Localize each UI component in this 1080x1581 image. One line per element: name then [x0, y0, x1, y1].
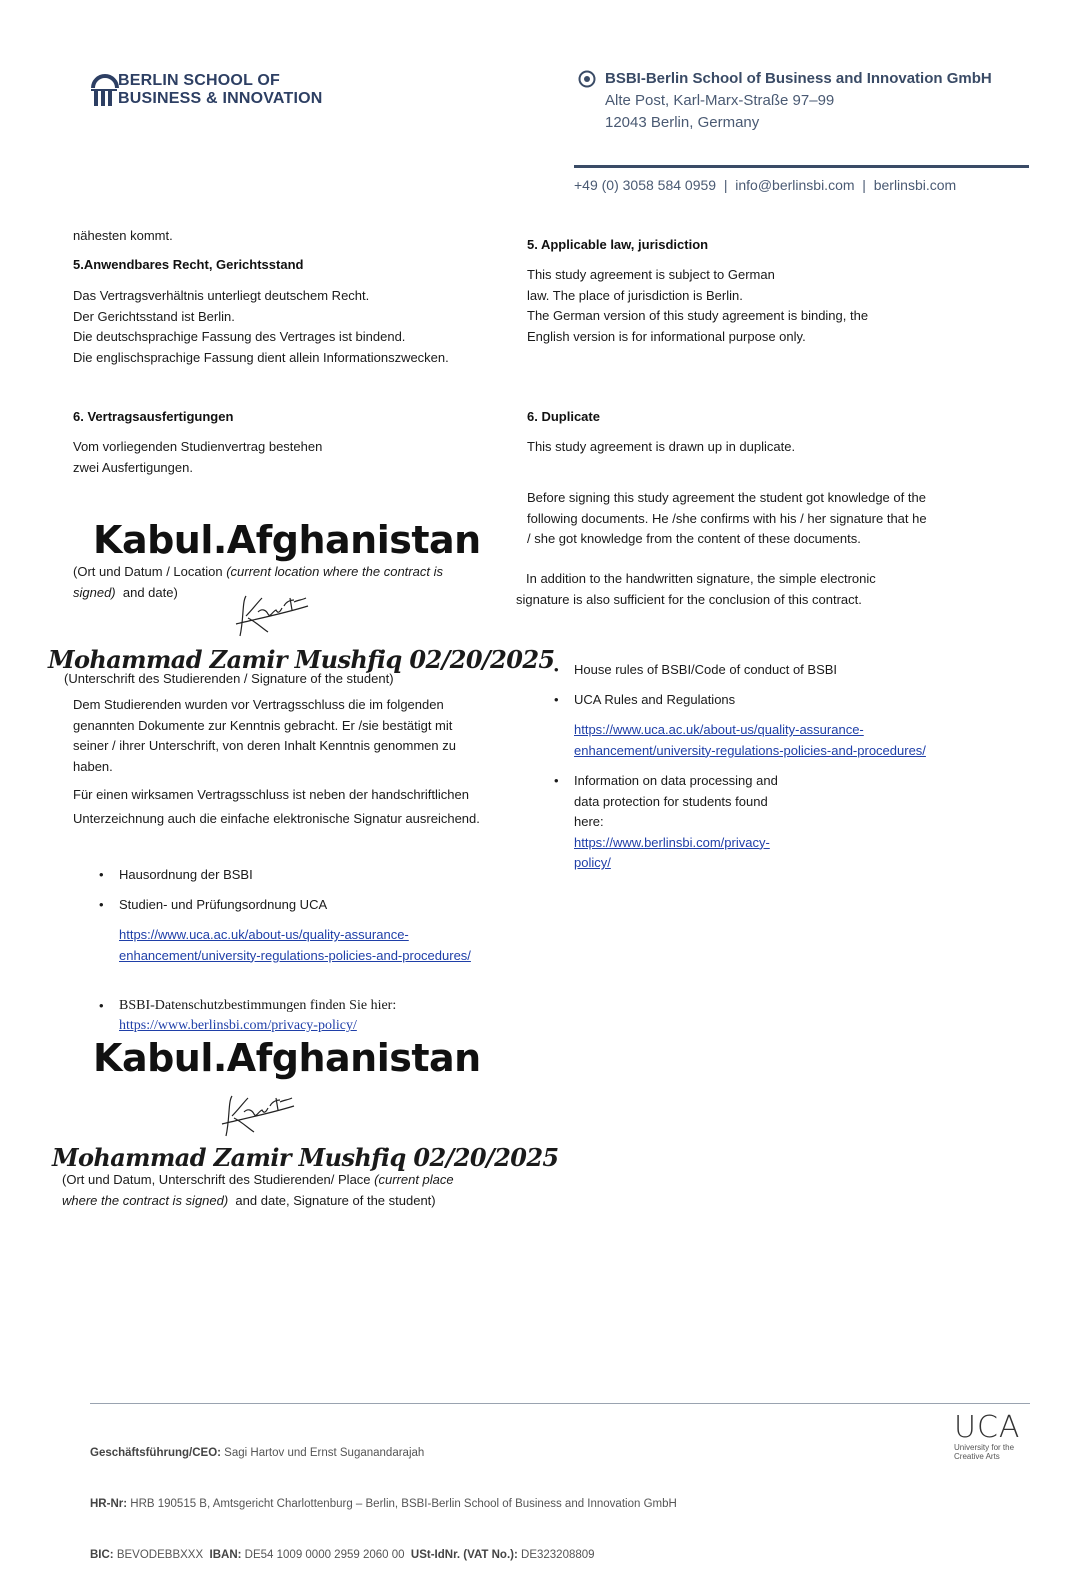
section-5-title-de: 5.Anwendbares Recht, Gerichtsstand: [73, 257, 304, 272]
text-line: Unterzeichnung auch die einfache elektronische Signatur ausreichend.: [73, 811, 480, 826]
text-line: English version is for informational purpose only.: [527, 328, 806, 344]
footer-line-bank: [90, 1547, 677, 1564]
section-6-body-en: This study agreement is drawn up in duplicate.: [527, 439, 796, 454]
list-item: [99, 895, 328, 916]
text-line: Die englischsprachige Fassung dient allein Informationszwecken.: [73, 349, 449, 365]
list-item-label: BSBI-Datenschutzbestimmungen finden Sie hier:: [119, 998, 397, 1013]
privacy-policy-link-en[interactable]: https://www.berlinsbi.com/privacy-: [574, 834, 770, 850]
text-line: zwei Ausfertigungen.: [73, 459, 193, 475]
text-line: This study agreement is subject to German: [527, 267, 775, 282]
footer-value: DE323208809: [517, 1549, 595, 1561]
signer-name-1: Mohammad Zamir Mushfiq 02/20/2025: [48, 645, 555, 674]
section-6-title-en: 6. Duplicate: [527, 409, 600, 424]
list-item: [99, 865, 253, 886]
link-line[interactable]: enhancement/university-regulations-policies-and-procedures/: [574, 742, 926, 758]
bullet-icon: •: [554, 773, 559, 788]
caption-part: (Ort und Datum, Unterschrift des Studierenden/ Place: [62, 1172, 375, 1187]
caption-part: and date): [115, 584, 178, 600]
text-line: genannten Dokumente zur Kenntnis gebracht. Er /sie bestätigt mit: [73, 717, 453, 733]
esignature-paragraph-de: [73, 783, 480, 831]
uca-regulations-link-de[interactable]: [119, 925, 471, 966]
text-line: here:: [574, 814, 604, 829]
signature-scribble-icon: [232, 588, 312, 638]
documents-list-de-2: [99, 895, 328, 916]
text-line: haben.: [73, 758, 113, 774]
section-5-title-en: 5. Applicable law, jurisdiction: [527, 237, 709, 252]
location-1: Kabul.Afghanistan: [93, 518, 481, 562]
company-name: BSBI-Berlin School of Business and Innovation GmbH: [605, 70, 992, 87]
text-line: In addition to the handwritten signature, the simple electronic: [526, 571, 876, 586]
footer-rule: [90, 1403, 1030, 1404]
section-5-body-en: [527, 265, 868, 347]
documents-paragraph-en: [527, 488, 927, 550]
bsbi-logo-icon: [90, 74, 120, 108]
caption-italic: signed): [73, 584, 116, 600]
address-line-1: Alte Post, Karl-Marx-Straße 97–99: [605, 92, 835, 109]
footer-line-ceo: [90, 1445, 677, 1462]
documents-paragraph-de: [73, 695, 456, 777]
signature-caption-1: (Unterschrift des Studierenden / Signature of the student): [64, 671, 394, 686]
caption-part: and date, Signature of the student): [228, 1192, 436, 1208]
carry-over-text: nähesten kommt.: [73, 228, 173, 243]
header-contact: +49 (0) 3058 584 0959 | info@berlinsbi.com | berlinsbi.com: [574, 177, 957, 193]
section-6-title-de: 6. Vertragsausfertigungen: [73, 409, 234, 424]
footer-label: Geschäftsführung/CEO:: [90, 1447, 221, 1459]
documents-list-de: [99, 865, 253, 886]
documents-list-en: [554, 660, 838, 681]
location-2: Kabul.Afghanistan: [93, 1036, 481, 1080]
list-item-label: Hausordnung der BSBI: [119, 867, 253, 882]
section-5-body-de: [73, 286, 449, 368]
documents-list-en-2: [554, 690, 736, 711]
address-line-2: 12043 Berlin, Germany: [605, 114, 760, 131]
bullet-icon: •: [99, 867, 104, 882]
logo-line-2: BUSINESS & INNOVATION: [118, 90, 323, 107]
footer-line-hr: [90, 1496, 677, 1513]
footer-value: HRB 190515 B, Amtsgericht Charlottenburg – Berlin, BSBI-Berlin School of Business and Innovation GmbH: [127, 1498, 677, 1510]
caption-italic: (current place: [374, 1172, 454, 1187]
uca-logo: [954, 1410, 1034, 1461]
list-item-label: Studien- und Prüfungsordnung UCA: [119, 897, 328, 912]
footer-value: BEVODEBBXXX: [113, 1549, 210, 1561]
text-line: data protection for students found: [574, 793, 768, 809]
footer-label: USt-IdNr. (VAT No.):: [410, 1549, 518, 1561]
text-line: seiner / ihrer Unterschrift, von deren Inhalt Kenntnis genommen zu: [73, 738, 456, 753]
text-line: Für einen wirksamen Vertragsschluss ist neben der handschriftlichen: [73, 787, 469, 802]
header-rule: [574, 165, 1029, 168]
footer-value: DE54 1009 0000 2959 2060 00: [241, 1549, 411, 1561]
link-line[interactable]: enhancement/university-regulations-policies-and-procedures/: [119, 947, 471, 963]
footer-label: HR-Nr:: [90, 1498, 128, 1510]
privacy-policy-link-de[interactable]: https://www.berlinsbi.com/privacy-policy/: [119, 1018, 357, 1033]
list-item: [554, 690, 736, 711]
uca-subtitle-1: University for the: [954, 1443, 1015, 1452]
signer-name-2: Mohammad Zamir Mushfiq 02/20/2025: [52, 1143, 559, 1172]
logo-line-1: BERLIN SCHOOL OF: [118, 72, 281, 89]
caption-italic: where the contract is signed): [62, 1192, 229, 1208]
text-line: Das Vertragsverhältnis unterliegt deutschem Recht.: [73, 288, 370, 303]
bullet-icon: •: [99, 998, 104, 1013]
signature-scribble-icon: [218, 1088, 298, 1138]
text-line: The German version of this study agreement is binding, the: [527, 308, 869, 323]
list-item: [554, 660, 838, 681]
text-line: Vom vorliegenden Studienvertrag bestehen: [73, 439, 323, 454]
text-line: signature is also sufficient for the conclusion of this contract.: [516, 591, 862, 607]
footer-value: Sagi Hartov und Ernst Suganandarajah: [220, 1447, 425, 1459]
esignature-paragraph-en: [516, 569, 876, 610]
text-line: Before signing this study agreement the student got knowledge of the: [527, 490, 926, 505]
text-line: Der Gerichtsstand ist Berlin.: [73, 308, 235, 324]
text-line: Information on data processing and: [574, 773, 778, 788]
footer-label: IBAN:: [209, 1549, 242, 1561]
bullet-icon: •: [554, 662, 559, 677]
target-icon: [578, 70, 596, 88]
text-line: law. The place of jurisdiction is Berlin.: [527, 287, 743, 303]
uca-regulations-link-en[interactable]: [574, 720, 926, 761]
final-caption: [62, 1170, 454, 1211]
bullet-icon: •: [99, 897, 104, 912]
caption-part: (Ort und Datum / Location: [73, 564, 227, 579]
footer-legal: [90, 1411, 677, 1581]
uca-logo-icon: UCA: [954, 1410, 1021, 1445]
footer-label: BIC:: [90, 1549, 114, 1561]
privacy-item-de: [99, 996, 397, 1036]
list-item-label: House rules of BSBI/Code of conduct of BSBI: [574, 662, 838, 677]
link-line[interactable]: https://www.uca.ac.uk/about-us/quality-assurance-: [119, 927, 409, 942]
uca-subtitle-2: Creative Arts: [954, 1452, 1000, 1461]
link-line[interactable]: https://www.uca.ac.uk/about-us/quality-assurance-: [574, 722, 864, 737]
text-line: / she got knowledge from the content of these documents.: [527, 531, 861, 546]
privacy-policy-link-en[interactable]: policy/: [574, 855, 611, 870]
bullet-icon: •: [554, 692, 559, 707]
list-item-label: UCA Rules and Regulations: [574, 692, 736, 707]
text-line: Dem Studierenden wurden vor Vertragsschluss die im folgenden: [73, 697, 444, 712]
privacy-item-en: [554, 771, 778, 874]
caption-italic: (current location where the contract is: [226, 564, 443, 579]
header-address: [578, 68, 992, 134]
section-6-body-de: [73, 437, 322, 478]
text-line: following documents. He /she confirms with his / her signature that he: [527, 510, 927, 526]
text-line: Die deutschsprachige Fassung des Vertrages ist bindend.: [73, 329, 406, 344]
